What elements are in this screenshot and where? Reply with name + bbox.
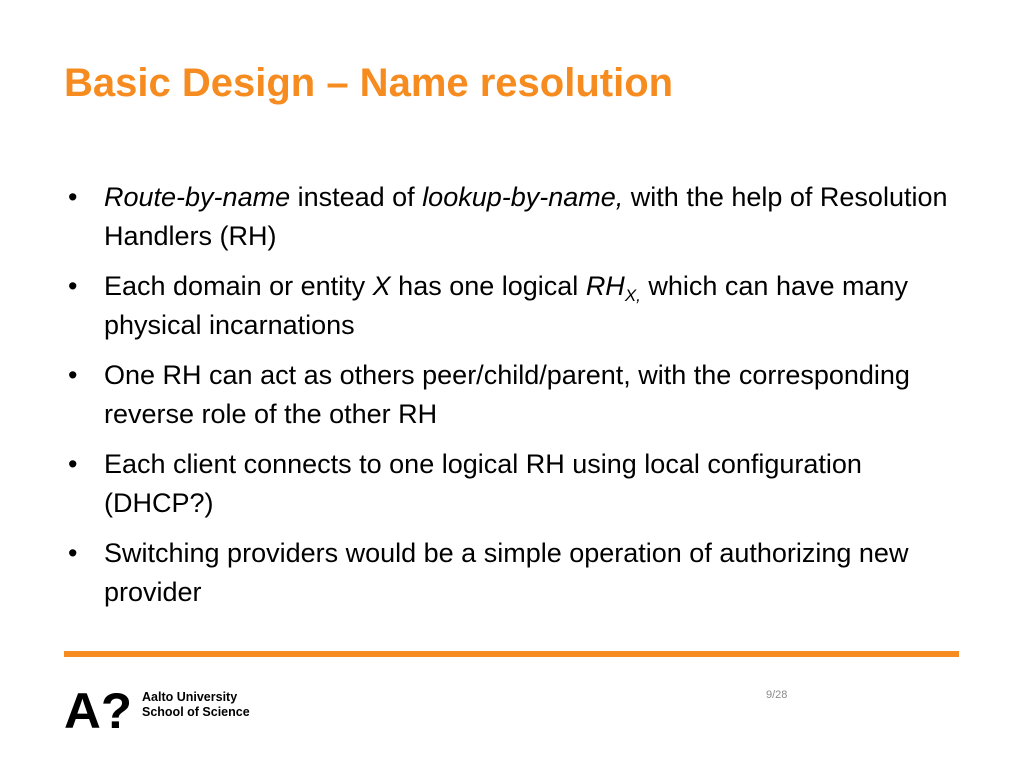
bullet-text <box>104 271 908 340</box>
university-name: Aalto University <box>142 690 238 704</box>
text-run: instead of <box>290 182 423 212</box>
text-run: Each domain or entity <box>104 271 373 301</box>
bullet-list <box>64 178 964 623</box>
bullet-item-route-by-name <box>64 178 964 256</box>
bullet-icon: • <box>68 271 78 301</box>
bullet-icon: • <box>68 182 78 212</box>
logo-text: A? <box>64 688 132 732</box>
bullet-text <box>104 182 948 251</box>
page-number: 9/28 <box>766 689 788 701</box>
italic-term: lookup-by-name, <box>422 182 624 212</box>
bullet-text: Each client connects to one logical RH using local configuration (DHCP?) <box>104 449 862 518</box>
bullet-icon: • <box>68 449 78 479</box>
bullet-text: Switching providers would be a simple operation of authorizing new provider <box>104 538 909 607</box>
bullet-text: One RH can act as others peer/child/parent, with the corresponding reverse role of the other RH <box>104 360 910 429</box>
bullet-icon: • <box>68 360 78 390</box>
italic-variable: X <box>372 271 391 301</box>
text-run: with the help of Resolution Handlers (RH) <box>104 182 948 251</box>
text-run: which can have many physical incarnations <box>104 271 909 340</box>
slide-title: Basic Design – Name resolution <box>64 61 674 105</box>
text-run: has one logical <box>390 271 586 301</box>
italic-term: Route-by-name <box>104 182 291 212</box>
bullet-item-switching-providers <box>64 534 964 612</box>
aalto-a-question-logo-icon <box>64 688 134 732</box>
footer-divider <box>64 651 959 657</box>
bullet-item-logical-rh <box>64 267 964 345</box>
bullet-icon: • <box>68 538 78 568</box>
bullet-item-rh-roles <box>64 356 964 434</box>
subscript-variable: X, <box>624 286 641 305</box>
italic-term: RH <box>585 271 625 301</box>
bullet-item-client-connects <box>64 445 964 523</box>
school-name: School of Science <box>142 705 250 719</box>
